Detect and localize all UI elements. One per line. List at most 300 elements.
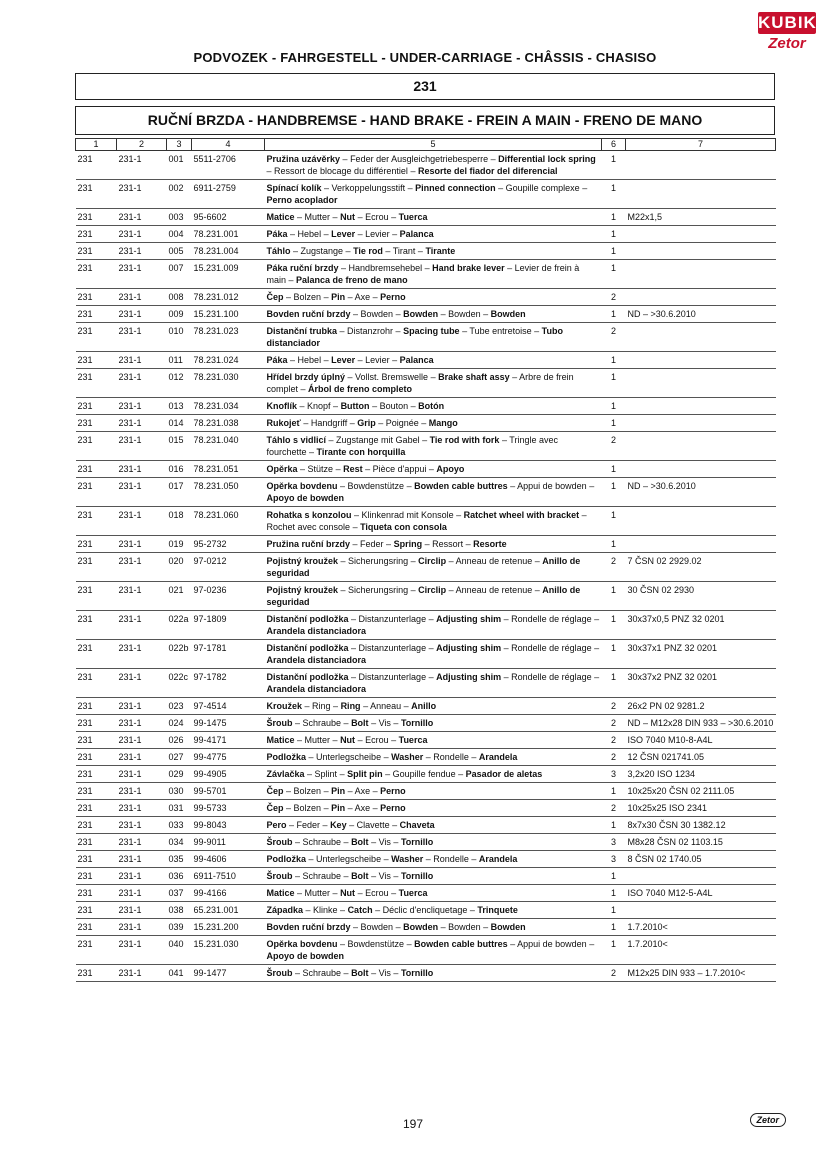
part-position-cell: 010 <box>167 323 192 352</box>
page-title: PODVOZEK - FAHRGESTELL - UNDER-CARRIAGE - CHÂSSIS - CHASISO <box>193 50 657 65</box>
part-quantity-cell: 3 <box>602 766 626 783</box>
part-note-cell <box>626 461 776 478</box>
part-note-cell <box>626 507 776 536</box>
part-note-cell <box>626 868 776 885</box>
part-figure-cell: 231-1 <box>117 323 167 352</box>
part-description-cell: Páka – Hebel – Lever – Levier – Palanca <box>265 352 602 369</box>
part-number-cell: 97-0236 <box>192 582 265 611</box>
part-group-cell: 231 <box>76 936 117 965</box>
table-row <box>76 352 776 369</box>
part-description-cell: Čep – Bolzen – Pin – Axe – Perno <box>265 289 602 306</box>
part-group-cell: 231 <box>76 507 117 536</box>
part-figure-cell: 231-1 <box>117 834 167 851</box>
parts-table <box>75 138 776 982</box>
column-header: 6 <box>602 139 626 151</box>
part-group-cell: 231 <box>76 369 117 398</box>
table-row <box>76 640 776 669</box>
part-position-cell: 014 <box>167 415 192 432</box>
part-group-cell: 231 <box>76 461 117 478</box>
part-group-cell: 231 <box>76 611 117 640</box>
part-position-cell: 041 <box>167 965 192 982</box>
part-number-cell: 6911-2759 <box>192 180 265 209</box>
part-description-cell: Pojistný kroužek – Sicherungsring – Circlip – Anneau de retenue – Anillo de seguridad <box>265 582 602 611</box>
part-note-cell: 30x37x2 PNZ 32 0201 <box>626 669 776 698</box>
part-figure-cell: 231-1 <box>117 369 167 398</box>
part-description-cell: Šroub – Schraube – Bolt – Vis – Tornillo <box>265 715 602 732</box>
part-figure-cell: 231-1 <box>117 885 167 902</box>
part-description-cell: Pojistný kroužek – Sicherungsring – Circlip – Anneau de retenue – Anillo de seguridad <box>265 553 602 582</box>
part-figure-cell: 231-1 <box>117 902 167 919</box>
part-description-cell: Páka – Hebel – Lever – Levier – Palanca <box>265 226 602 243</box>
part-figure-cell: 231-1 <box>117 640 167 669</box>
column-header: 5 <box>265 139 602 151</box>
table-row <box>76 243 776 260</box>
part-quantity-cell: 1 <box>602 180 626 209</box>
part-quantity-cell: 1 <box>602 669 626 698</box>
kubik-zetor-logo <box>758 12 816 52</box>
part-quantity-cell: 1 <box>602 640 626 669</box>
part-number-cell: 15.231.030 <box>192 936 265 965</box>
part-position-cell: 021 <box>167 582 192 611</box>
part-position-cell: 039 <box>167 919 192 936</box>
part-figure-cell: 231-1 <box>117 306 167 323</box>
part-note-cell <box>626 260 776 289</box>
part-description-cell: Knoflík – Knopf – Button – Bouton – Botón <box>265 398 602 415</box>
part-number-cell: 65.231.001 <box>192 902 265 919</box>
part-position-cell: 017 <box>167 478 192 507</box>
table-row <box>76 369 776 398</box>
part-number-cell: 15.231.200 <box>192 919 265 936</box>
part-description-cell: Opěrka bovdenu – Bowdenstütze – Bowden cable buttres – Appui de bowden – Apoyo de bowden <box>265 936 602 965</box>
part-number-cell: 97-4514 <box>192 698 265 715</box>
part-group-cell: 231 <box>76 323 117 352</box>
table-row <box>76 669 776 698</box>
part-position-cell: 030 <box>167 783 192 800</box>
part-description-cell: Závlačka – Splint – Split pin – Goupille fendue – Pasador de aletas <box>265 766 602 783</box>
part-note-cell: ND – >30.6.2010 <box>626 478 776 507</box>
column-header: 1 <box>76 139 117 151</box>
part-position-cell: 027 <box>167 749 192 766</box>
part-quantity-cell: 2 <box>602 800 626 817</box>
part-quantity-cell: 1 <box>602 209 626 226</box>
part-group-cell: 231 <box>76 965 117 982</box>
part-quantity-cell: 1 <box>602 919 626 936</box>
part-figure-cell: 231-1 <box>117 478 167 507</box>
part-note-cell <box>626 323 776 352</box>
part-group-cell: 231 <box>76 640 117 669</box>
part-note-cell <box>626 352 776 369</box>
part-position-cell: 036 <box>167 868 192 885</box>
part-number-cell: 78.231.038 <box>192 415 265 432</box>
column-header: 2 <box>117 139 167 151</box>
part-quantity-cell: 2 <box>602 553 626 582</box>
part-figure-cell: 231-1 <box>117 936 167 965</box>
part-figure-cell: 231-1 <box>117 289 167 306</box>
part-quantity-cell: 2 <box>602 289 626 306</box>
table-row <box>76 868 776 885</box>
part-quantity-cell: 1 <box>602 817 626 834</box>
part-description-cell: Pero – Feder – Key – Clavette – Chaveta <box>265 817 602 834</box>
part-group-cell: 231 <box>76 868 117 885</box>
part-group-cell: 231 <box>76 180 117 209</box>
part-figure-cell: 231-1 <box>117 536 167 553</box>
part-quantity-cell: 2 <box>602 732 626 749</box>
table-row <box>76 715 776 732</box>
part-note-cell: 30x37x0,5 PNZ 32 0201 <box>626 611 776 640</box>
part-quantity-cell: 1 <box>602 226 626 243</box>
part-number-cell: 78.231.012 <box>192 289 265 306</box>
part-description-cell: Táhlo – Zugstange – Tie rod – Tirant – Tirante <box>265 243 602 260</box>
part-figure-cell: 231-1 <box>117 698 167 715</box>
part-position-cell: 005 <box>167 243 192 260</box>
part-number-cell: 99-4606 <box>192 851 265 868</box>
part-group-cell: 231 <box>76 885 117 902</box>
part-position-cell: 035 <box>167 851 192 868</box>
part-note-cell: 10x25x20 ČSN 02 2111.05 <box>626 783 776 800</box>
part-note-cell: M12x25 DIN 933 – 1.7.2010< <box>626 965 776 982</box>
part-position-cell: 018 <box>167 507 192 536</box>
part-number-cell: 78.231.060 <box>192 507 265 536</box>
part-number-cell: 97-1781 <box>192 640 265 669</box>
part-number-cell: 78.231.050 <box>192 478 265 507</box>
part-figure-cell: 231-1 <box>117 783 167 800</box>
part-number-cell: 97-1809 <box>192 611 265 640</box>
page-number: 197 <box>402 1117 424 1131</box>
part-description-cell: Rohatka s konzolou – Klinkenrad mit Konsole – Ratchet wheel with bracket – Rochet avec console – Tiqueta con consola <box>265 507 602 536</box>
group-number: 231 <box>75 73 775 100</box>
part-group-cell: 231 <box>76 817 117 834</box>
part-quantity-cell: 2 <box>602 715 626 732</box>
part-quantity-cell: 1 <box>602 352 626 369</box>
table-row <box>76 226 776 243</box>
part-figure-cell: 231-1 <box>117 800 167 817</box>
column-header: 4 <box>192 139 265 151</box>
table-row <box>76 885 776 902</box>
part-description-cell: Hřídel brzdy úplný – Vollst. Bremswelle – Brake shaft assy – Arbre de frein complet – Árbol de freno completo <box>265 369 602 398</box>
part-group-cell: 231 <box>76 732 117 749</box>
part-position-cell: 029 <box>167 766 192 783</box>
part-number-cell: 99-5733 <box>192 800 265 817</box>
part-note-cell <box>626 243 776 260</box>
part-position-cell: 003 <box>167 209 192 226</box>
table-row <box>76 582 776 611</box>
table-row <box>76 553 776 582</box>
column-header: 7 <box>626 139 776 151</box>
part-position-cell: 031 <box>167 800 192 817</box>
part-description-cell: Šroub – Schraube – Bolt – Vis – Tornillo <box>265 965 602 982</box>
part-group-cell: 231 <box>76 834 117 851</box>
part-number-cell: 78.231.040 <box>192 432 265 461</box>
part-description-cell: Podložka – Unterlegscheibe – Washer – Rondelle – Arandela <box>265 851 602 868</box>
part-note-cell: M8x28 ČSN 02 1103.15 <box>626 834 776 851</box>
part-group-cell: 231 <box>76 749 117 766</box>
part-quantity-cell: 1 <box>602 151 626 180</box>
part-figure-cell: 231-1 <box>117 507 167 536</box>
part-note-cell: 8 ČSN 02 1740.05 <box>626 851 776 868</box>
table-row <box>76 965 776 982</box>
table-row <box>76 783 776 800</box>
part-note-cell <box>626 180 776 209</box>
part-figure-cell: 231-1 <box>117 260 167 289</box>
part-quantity-cell: 1 <box>602 507 626 536</box>
part-position-cell: 004 <box>167 226 192 243</box>
part-description-cell: Podložka – Unterlegscheibe – Washer – Rondelle – Arandela <box>265 749 602 766</box>
part-note-cell <box>626 151 776 180</box>
part-description-cell: Páka ruční brzdy – Handbremsehebel – Hand brake lever – Levier de frein à main – Palanca de freno de mano <box>265 260 602 289</box>
part-number-cell: 99-4775 <box>192 749 265 766</box>
part-figure-cell: 231-1 <box>117 715 167 732</box>
part-note-cell <box>626 369 776 398</box>
part-group-cell: 231 <box>76 851 117 868</box>
part-note-cell <box>626 289 776 306</box>
table-row <box>76 800 776 817</box>
part-position-cell: 008 <box>167 289 192 306</box>
part-description-cell: Pružina uzávěrky – Feder der Ausgleichgetriebesperre – Differential lock spring – Ressort de blocage du différentiel – Resorte del fiador del diferencial <box>265 151 602 180</box>
part-group-cell: 231 <box>76 902 117 919</box>
part-position-cell: 037 <box>167 885 192 902</box>
table-row <box>76 834 776 851</box>
part-quantity-cell: 2 <box>602 749 626 766</box>
part-description-cell: Distanční trubka – Distanzrohr – Spacing tube – Tube entretoise – Tubo distanciador <box>265 323 602 352</box>
column-header-row <box>76 139 776 151</box>
part-position-cell: 040 <box>167 936 192 965</box>
table-row <box>76 151 776 180</box>
part-figure-cell: 231-1 <box>117 851 167 868</box>
part-position-cell: 013 <box>167 398 192 415</box>
part-figure-cell: 231-1 <box>117 209 167 226</box>
part-position-cell: 023 <box>167 698 192 715</box>
part-quantity-cell: 1 <box>602 415 626 432</box>
part-description-cell: Pružina ruční brzdy – Feder – Spring – Ressort – Resorte <box>265 536 602 553</box>
part-note-cell: ND – M12x28 DIN 933 – >30.6.2010 <box>626 715 776 732</box>
part-position-cell: 001 <box>167 151 192 180</box>
part-group-cell: 231 <box>76 536 117 553</box>
part-description-cell: Táhlo s vidlicí – Zugstange mit Gabel – Tie rod with fork – Tringle avec fourchette – Tirante con horquilla <box>265 432 602 461</box>
part-quantity-cell: 2 <box>602 965 626 982</box>
part-description-cell: Opěrka bovdenu – Bowdenstütze – Bowden cable buttres – Appui de bowden – Apoyo de bowden <box>265 478 602 507</box>
part-group-cell: 231 <box>76 151 117 180</box>
part-number-cell: 99-1475 <box>192 715 265 732</box>
table-row <box>76 209 776 226</box>
part-number-cell: 78.231.034 <box>192 398 265 415</box>
table-row <box>76 766 776 783</box>
part-number-cell: 78.231.030 <box>192 369 265 398</box>
part-group-cell: 231 <box>76 352 117 369</box>
part-number-cell: 6911-7510 <box>192 868 265 885</box>
table-row <box>76 851 776 868</box>
section-title: RUČNÍ BRZDA - HANDBREMSE - HAND BRAKE - FREIN A MAIN - FRENO DE MANO <box>75 106 775 135</box>
part-number-cell: 15.231.009 <box>192 260 265 289</box>
part-note-cell <box>626 536 776 553</box>
part-figure-cell: 231-1 <box>117 919 167 936</box>
part-note-cell: 26x2 PN 02 9281.2 <box>626 698 776 715</box>
part-quantity-cell: 3 <box>602 851 626 868</box>
part-quantity-cell: 1 <box>602 369 626 398</box>
part-position-cell: 024 <box>167 715 192 732</box>
table-row <box>76 507 776 536</box>
part-description-cell: Opěrka – Stütze – Rest – Pièce d'appui – Apoyo <box>265 461 602 478</box>
part-figure-cell: 231-1 <box>117 582 167 611</box>
table-row <box>76 180 776 209</box>
part-description-cell: Čep – Bolzen – Pin – Axe – Perno <box>265 783 602 800</box>
table-row <box>76 936 776 965</box>
part-position-cell: 019 <box>167 536 192 553</box>
part-note-cell <box>626 902 776 919</box>
part-group-cell: 231 <box>76 783 117 800</box>
part-number-cell: 78.231.001 <box>192 226 265 243</box>
part-quantity-cell: 2 <box>602 698 626 715</box>
part-group-cell: 231 <box>76 800 117 817</box>
part-quantity-cell: 1 <box>602 868 626 885</box>
part-note-cell: 1.7.2010< <box>626 919 776 936</box>
part-group-cell: 231 <box>76 306 117 323</box>
table-row <box>76 817 776 834</box>
part-note-cell: 1.7.2010< <box>626 936 776 965</box>
part-figure-cell: 231-1 <box>117 461 167 478</box>
part-quantity-cell: 2 <box>602 323 626 352</box>
part-number-cell: 78.231.024 <box>192 352 265 369</box>
part-quantity-cell: 3 <box>602 834 626 851</box>
part-position-cell: 022b <box>167 640 192 669</box>
part-quantity-cell: 1 <box>602 902 626 919</box>
part-number-cell: 97-1782 <box>192 669 265 698</box>
part-figure-cell: 231-1 <box>117 243 167 260</box>
zetor-footer-logo: Zetor <box>750 1113 787 1127</box>
part-group-cell: 231 <box>76 398 117 415</box>
part-note-cell: 8x7x30 ČSN 30 1382.12 <box>626 817 776 834</box>
part-number-cell: 97-0212 <box>192 553 265 582</box>
part-figure-cell: 231-1 <box>117 669 167 698</box>
part-position-cell: 026 <box>167 732 192 749</box>
part-group-cell: 231 <box>76 432 117 461</box>
part-note-cell: 7 ČSN 02 2929.02 <box>626 553 776 582</box>
part-note-cell: 10x25x25 ISO 2341 <box>626 800 776 817</box>
part-quantity-cell: 1 <box>602 306 626 323</box>
part-number-cell: 99-4905 <box>192 766 265 783</box>
part-description-cell: Distanční podložka – Distanzunterlage – Adjusting shim – Rondelle de réglage – Arandela distanciadora <box>265 640 602 669</box>
part-position-cell: 002 <box>167 180 192 209</box>
table-row <box>76 536 776 553</box>
part-figure-cell: 231-1 <box>117 817 167 834</box>
logo-zetor-text: Zetor <box>768 35 806 52</box>
part-description-cell: Bovden ruční brzdy – Bowden – Bowden – Bowden – Bowden <box>265 919 602 936</box>
part-group-cell: 231 <box>76 415 117 432</box>
part-note-cell: ND – >30.6.2010 <box>626 306 776 323</box>
part-quantity-cell: 1 <box>602 885 626 902</box>
table-row <box>76 260 776 289</box>
part-number-cell: 99-4166 <box>192 885 265 902</box>
part-position-cell: 022a <box>167 611 192 640</box>
part-figure-cell: 231-1 <box>117 151 167 180</box>
part-note-cell: ISO 7040 M10-8-A4L <box>626 732 776 749</box>
part-number-cell: 99-5701 <box>192 783 265 800</box>
part-position-cell: 033 <box>167 817 192 834</box>
part-position-cell: 022c <box>167 669 192 698</box>
part-quantity-cell: 1 <box>602 478 626 507</box>
table-row <box>76 398 776 415</box>
part-quantity-cell: 1 <box>602 260 626 289</box>
part-figure-cell: 231-1 <box>117 749 167 766</box>
part-description-cell: Rukojeť – Handgriff – Grip – Poignée – Mango <box>265 415 602 432</box>
part-group-cell: 231 <box>76 698 117 715</box>
part-description-cell: Šroub – Schraube – Bolt – Vis – Tornillo <box>265 868 602 885</box>
part-note-cell: 3,2x20 ISO 1234 <box>626 766 776 783</box>
table-row <box>76 461 776 478</box>
part-quantity-cell: 1 <box>602 536 626 553</box>
part-description-cell: Kroužek – Ring – Ring – Anneau – Anillo <box>265 698 602 715</box>
logo-kubik-text: KUBIK <box>758 13 817 32</box>
part-description-cell: Distanční podložka – Distanzunterlage – Adjusting shim – Rondelle de réglage – Arandela distanciadora <box>265 669 602 698</box>
part-description-cell: Bovden ruční brzdy – Bowden – Bowden – Bowden – Bowden <box>265 306 602 323</box>
part-figure-cell: 231-1 <box>117 553 167 582</box>
table-row <box>76 289 776 306</box>
part-description-cell: Distanční podložka – Distanzunterlage – Adjusting shim – Rondelle de réglage – Arandela distanciadora <box>265 611 602 640</box>
part-quantity-cell: 1 <box>602 461 626 478</box>
table-row <box>76 698 776 715</box>
part-figure-cell: 231-1 <box>117 611 167 640</box>
part-group-cell: 231 <box>76 209 117 226</box>
part-number-cell: 5511-2706 <box>192 151 265 180</box>
part-note-cell: 30x37x1 PNZ 32 0201 <box>626 640 776 669</box>
part-position-cell: 011 <box>167 352 192 369</box>
part-number-cell: 99-1477 <box>192 965 265 982</box>
part-group-cell: 231 <box>76 243 117 260</box>
table-row <box>76 749 776 766</box>
part-quantity-cell: 1 <box>602 783 626 800</box>
table-row <box>76 919 776 936</box>
part-quantity-cell: 1 <box>602 611 626 640</box>
table-row <box>76 902 776 919</box>
part-note-cell: 12 ČSN 021741.05 <box>626 749 776 766</box>
part-group-cell: 231 <box>76 919 117 936</box>
part-number-cell: 78.231.004 <box>192 243 265 260</box>
table-row <box>76 323 776 352</box>
part-figure-cell: 231-1 <box>117 226 167 243</box>
part-position-cell: 007 <box>167 260 192 289</box>
part-position-cell: 012 <box>167 369 192 398</box>
part-figure-cell: 231-1 <box>117 180 167 209</box>
table-row <box>76 732 776 749</box>
part-number-cell: 99-4171 <box>192 732 265 749</box>
part-number-cell: 15.231.100 <box>192 306 265 323</box>
table-row <box>76 306 776 323</box>
part-quantity-cell: 1 <box>602 936 626 965</box>
part-position-cell: 016 <box>167 461 192 478</box>
part-position-cell: 034 <box>167 834 192 851</box>
part-group-cell: 231 <box>76 766 117 783</box>
part-number-cell: 78.231.051 <box>192 461 265 478</box>
part-position-cell: 038 <box>167 902 192 919</box>
part-figure-cell: 231-1 <box>117 352 167 369</box>
part-position-cell: 015 <box>167 432 192 461</box>
part-note-cell <box>626 226 776 243</box>
part-description-cell: Matice – Mutter – Nut – Ecrou – Tuerca <box>265 732 602 749</box>
part-group-cell: 231 <box>76 715 117 732</box>
part-description-cell: Matice – Mutter – Nut – Ecrou – Tuerca <box>265 885 602 902</box>
part-figure-cell: 231-1 <box>117 766 167 783</box>
part-quantity-cell: 2 <box>602 432 626 461</box>
part-group-cell: 231 <box>76 582 117 611</box>
table-row <box>76 415 776 432</box>
table-row <box>76 611 776 640</box>
part-number-cell: 99-9011 <box>192 834 265 851</box>
part-quantity-cell: 1 <box>602 243 626 260</box>
part-note-cell: 30 ČSN 02 2930 <box>626 582 776 611</box>
part-description-cell: Spínací kolík – Verkoppelungsstift – Pinned connection – Goupille complexe – Perno acoplador <box>265 180 602 209</box>
part-figure-cell: 231-1 <box>117 432 167 461</box>
part-note-cell <box>626 398 776 415</box>
part-description-cell: Západka – Klinke – Catch – Déclic d'encliquetage – Trinquete <box>265 902 602 919</box>
